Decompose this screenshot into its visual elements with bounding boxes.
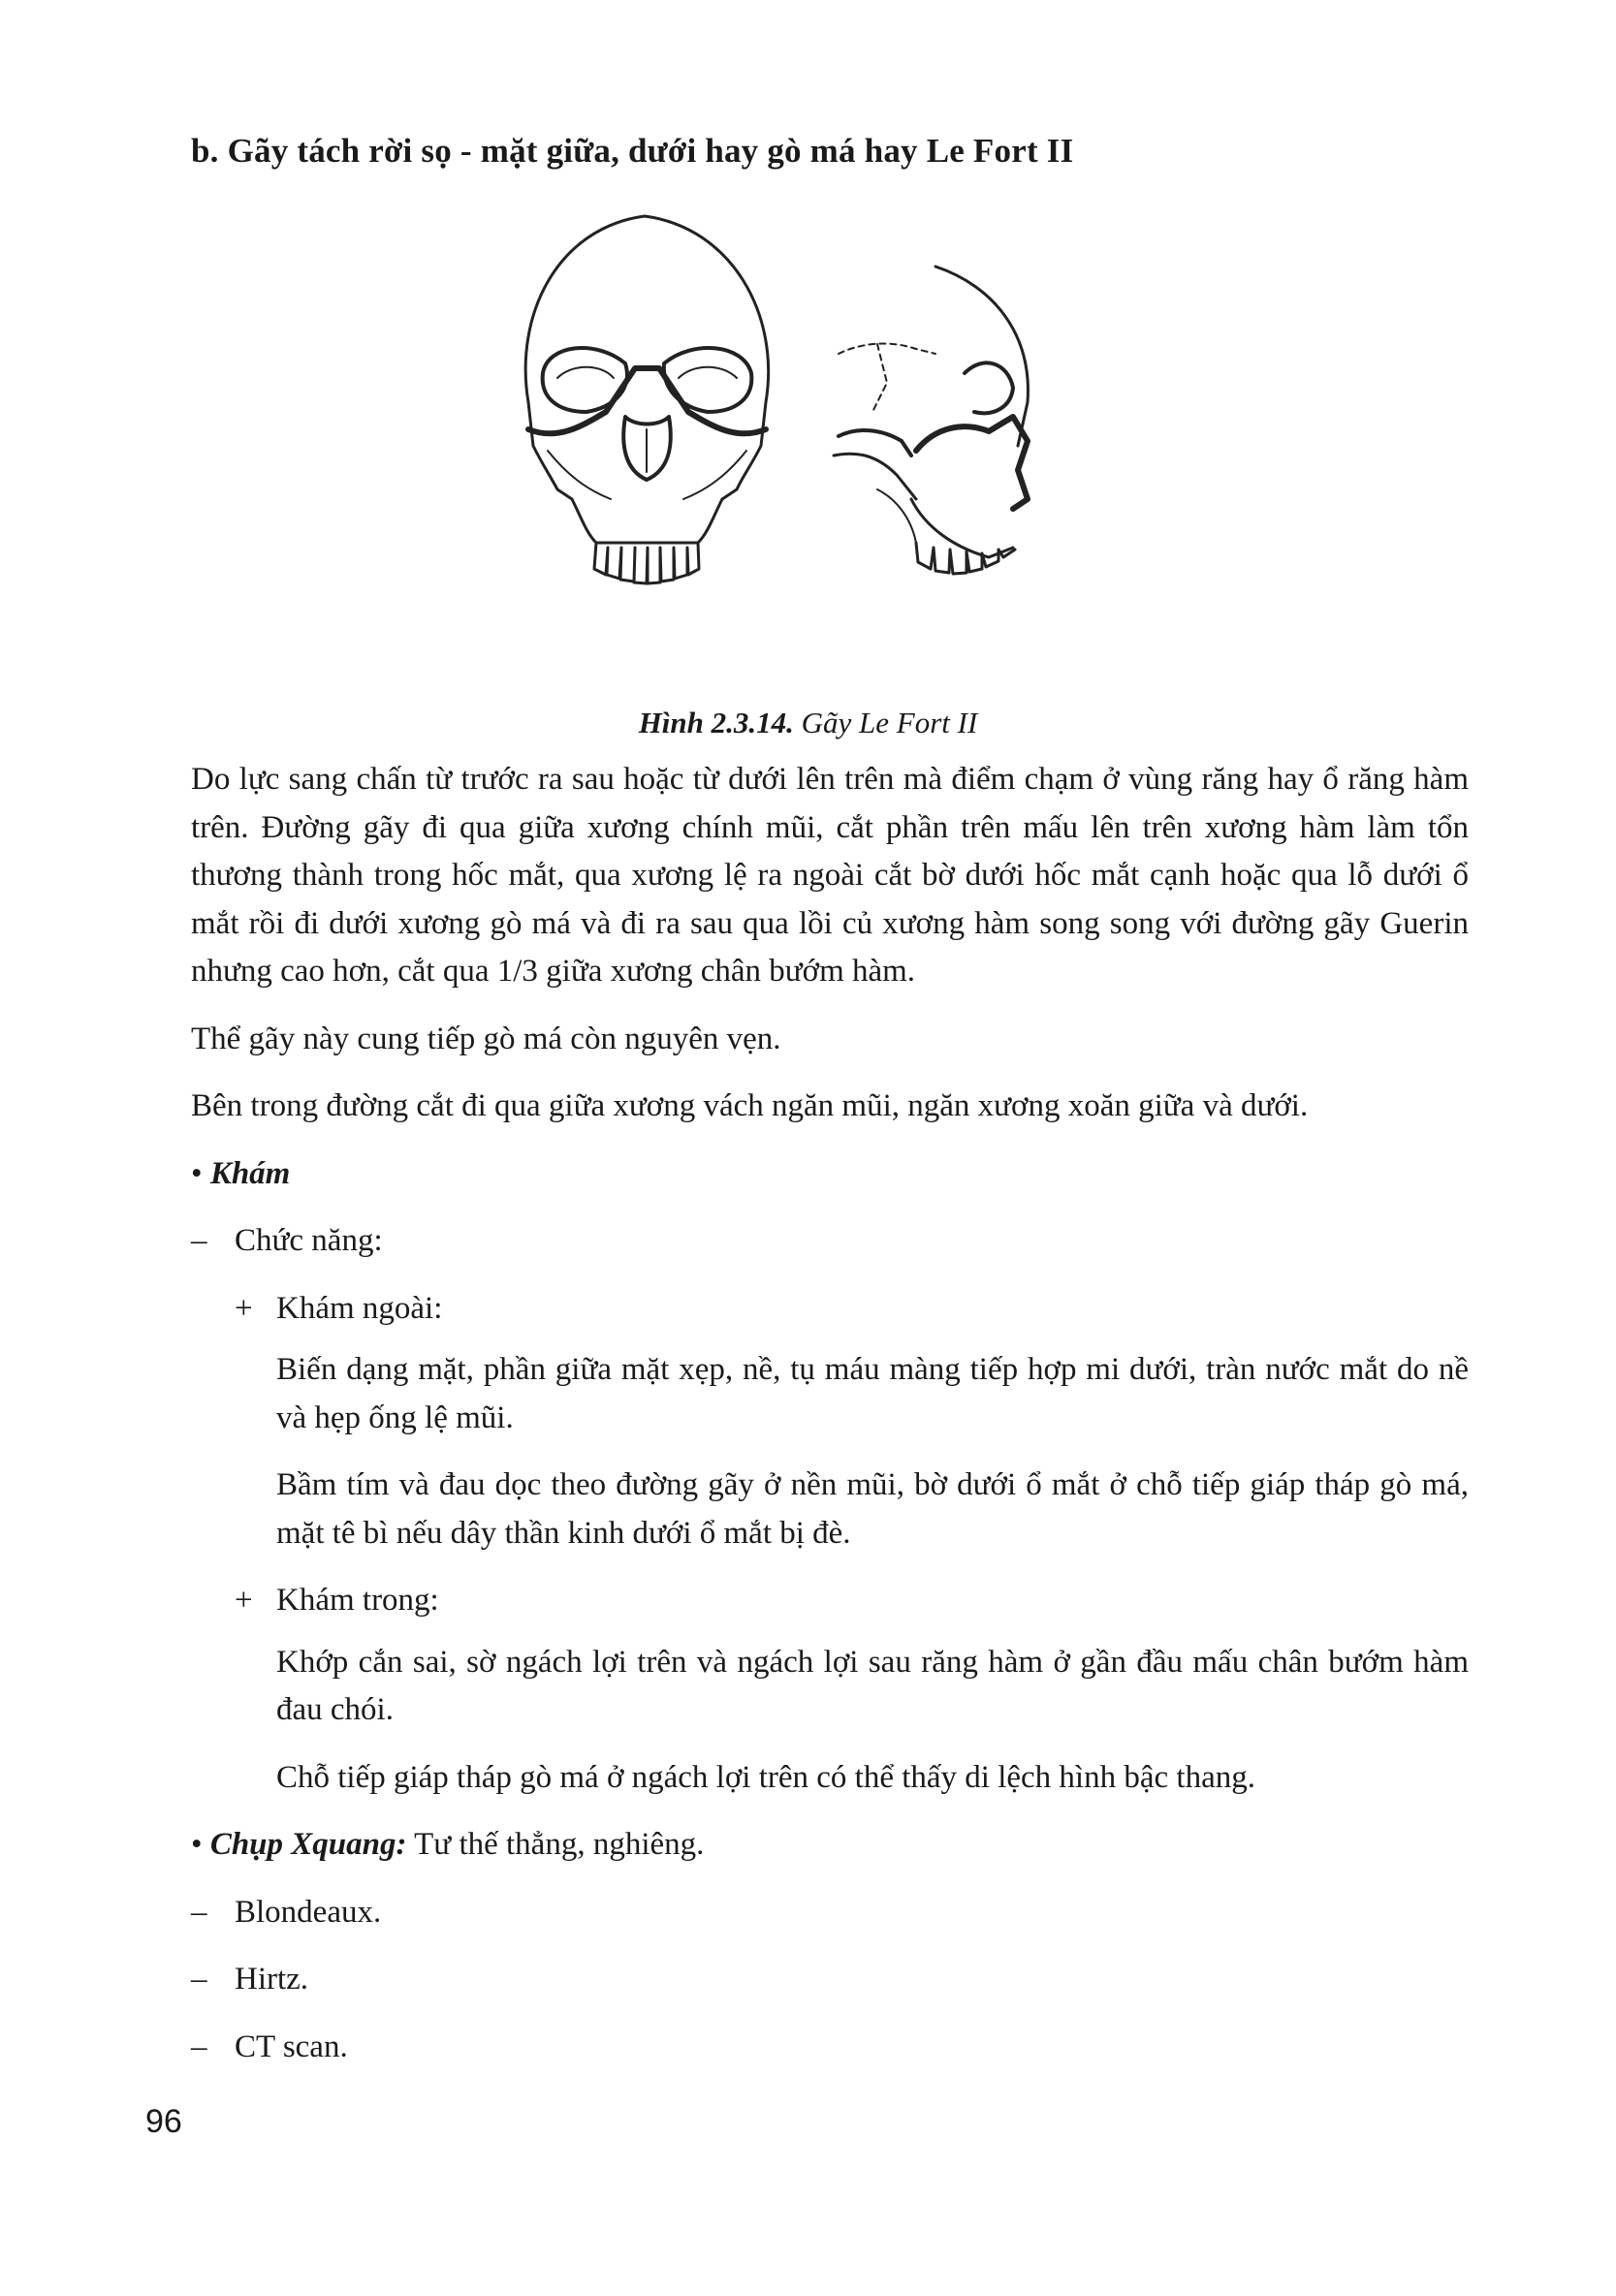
list-item-kham-trong [191, 1577, 1469, 1625]
bullet-marker: • [191, 1827, 203, 1862]
chuc-nang-label: Chức năng: [235, 1223, 383, 1258]
paragraph-arch: Thể gãy này cung tiếp gò má còn nguyên vẹn. [191, 1021, 781, 1056]
kham-ngoai-paragraph-1: Biến dạng mặt, phần giữa mặt xẹp, nề, tụ máu màng tiếp hợp mi dưới, tràn nước mắt do nề và hẹp ống lệ mũi. [276, 1352, 1469, 1435]
kham-ngoai-label: Khám ngoài: [276, 1290, 443, 1326]
dash-marker: – [191, 2029, 207, 2064]
kham-heading [191, 1150, 1469, 1199]
list-item-hirtz [191, 1956, 1469, 2004]
section-heading: b. Gãy tách rời sọ - mặt giữa, dưới hay gò má hay Le Fort II [191, 132, 1074, 170]
kham-trong-label: Khám trong: [276, 1583, 439, 1618]
page-number: 96 [145, 2103, 182, 2140]
dash-marker: – [191, 1962, 207, 1997]
xquang-title: Chụp Xquang: [209, 1827, 407, 1862]
body-text [191, 756, 1469, 2091]
kham-trong-paragraph-1: Khớp cắn sai, sờ ngách lợi trên và ngách lợi sau răng hàm ở gần đầu mấu chân bướm hàm đau chói. [276, 1644, 1469, 1727]
skull-front-illustration [525, 216, 768, 583]
figure-caption [0, 706, 1616, 740]
dash-marker: – [191, 1223, 207, 1258]
list-item-chuc-nang [191, 1217, 1469, 1266]
plus-marker: + [235, 1583, 253, 1618]
xquang-heading [191, 1821, 1469, 1870]
skull-lateral-illustration [834, 267, 1028, 574]
kham-ngoai-paragraph-2: Bầm tím và đau dọc theo đường gãy ở nền mũi, bờ dưới ổ mắt ở chỗ tiếp giáp tháp gò má, mặt tê bì nếu dây thần kinh dưới ổ mắt bị đè. [276, 1467, 1469, 1551]
skull-figure [490, 208, 1110, 674]
list-item-blondeaux [191, 1889, 1469, 1937]
plus-marker: + [235, 1290, 253, 1326]
xquang-item: Hirtz. [235, 1962, 309, 1997]
figure-caption-text: Gãy Le Fort II [801, 706, 978, 739]
xquang-item: CT scan. [235, 2029, 348, 2064]
kham-trong-paragraph-2: Chỗ tiếp giáp tháp gò má ở ngách lợi trên có thể thấy di lệch hình bậc thang. [276, 1759, 1255, 1795]
figure-caption-label: Hình 2.3.14. [638, 706, 794, 739]
paragraph-inner: Bên trong đường cắt đi qua giữa xương vách ngăn mũi, ngăn xương xoăn giữa và dưới. [191, 1088, 1309, 1123]
list-item-kham-ngoai [191, 1285, 1469, 1334]
paragraph-mechanism: Do lực sang chấn từ trước ra sau hoặc từ dưới lên trên mà điểm chạm ở vùng răng hay ổ răng hàm trên. Đường gãy đi qua giữa xương chính mũi, cắt phần trên mấu lên trên xương hàm làm tổn thương thành trong hốc mắt, qua xương lệ ra ngoài cắt bờ dưới hốc mắt cạnh hoặc qua lỗ dưới ổ mắt rồi đi dưới xương gò má và đi ra sau qua lồi củ xương hàm song song với đường gãy Guerin nhưng cao hơn, cắt qua 1/3 giữa xương chân bướm hàm. [191, 762, 1469, 989]
list-item-ct-scan [191, 2024, 1469, 2072]
bullet-marker: • [191, 1155, 203, 1191]
dash-marker: – [191, 1894, 207, 1930]
xquang-item: Blondeaux. [235, 1894, 382, 1930]
xquang-text: Tư thế thẳng, nghiêng. [406, 1827, 705, 1862]
kham-title: Khám [209, 1155, 291, 1191]
